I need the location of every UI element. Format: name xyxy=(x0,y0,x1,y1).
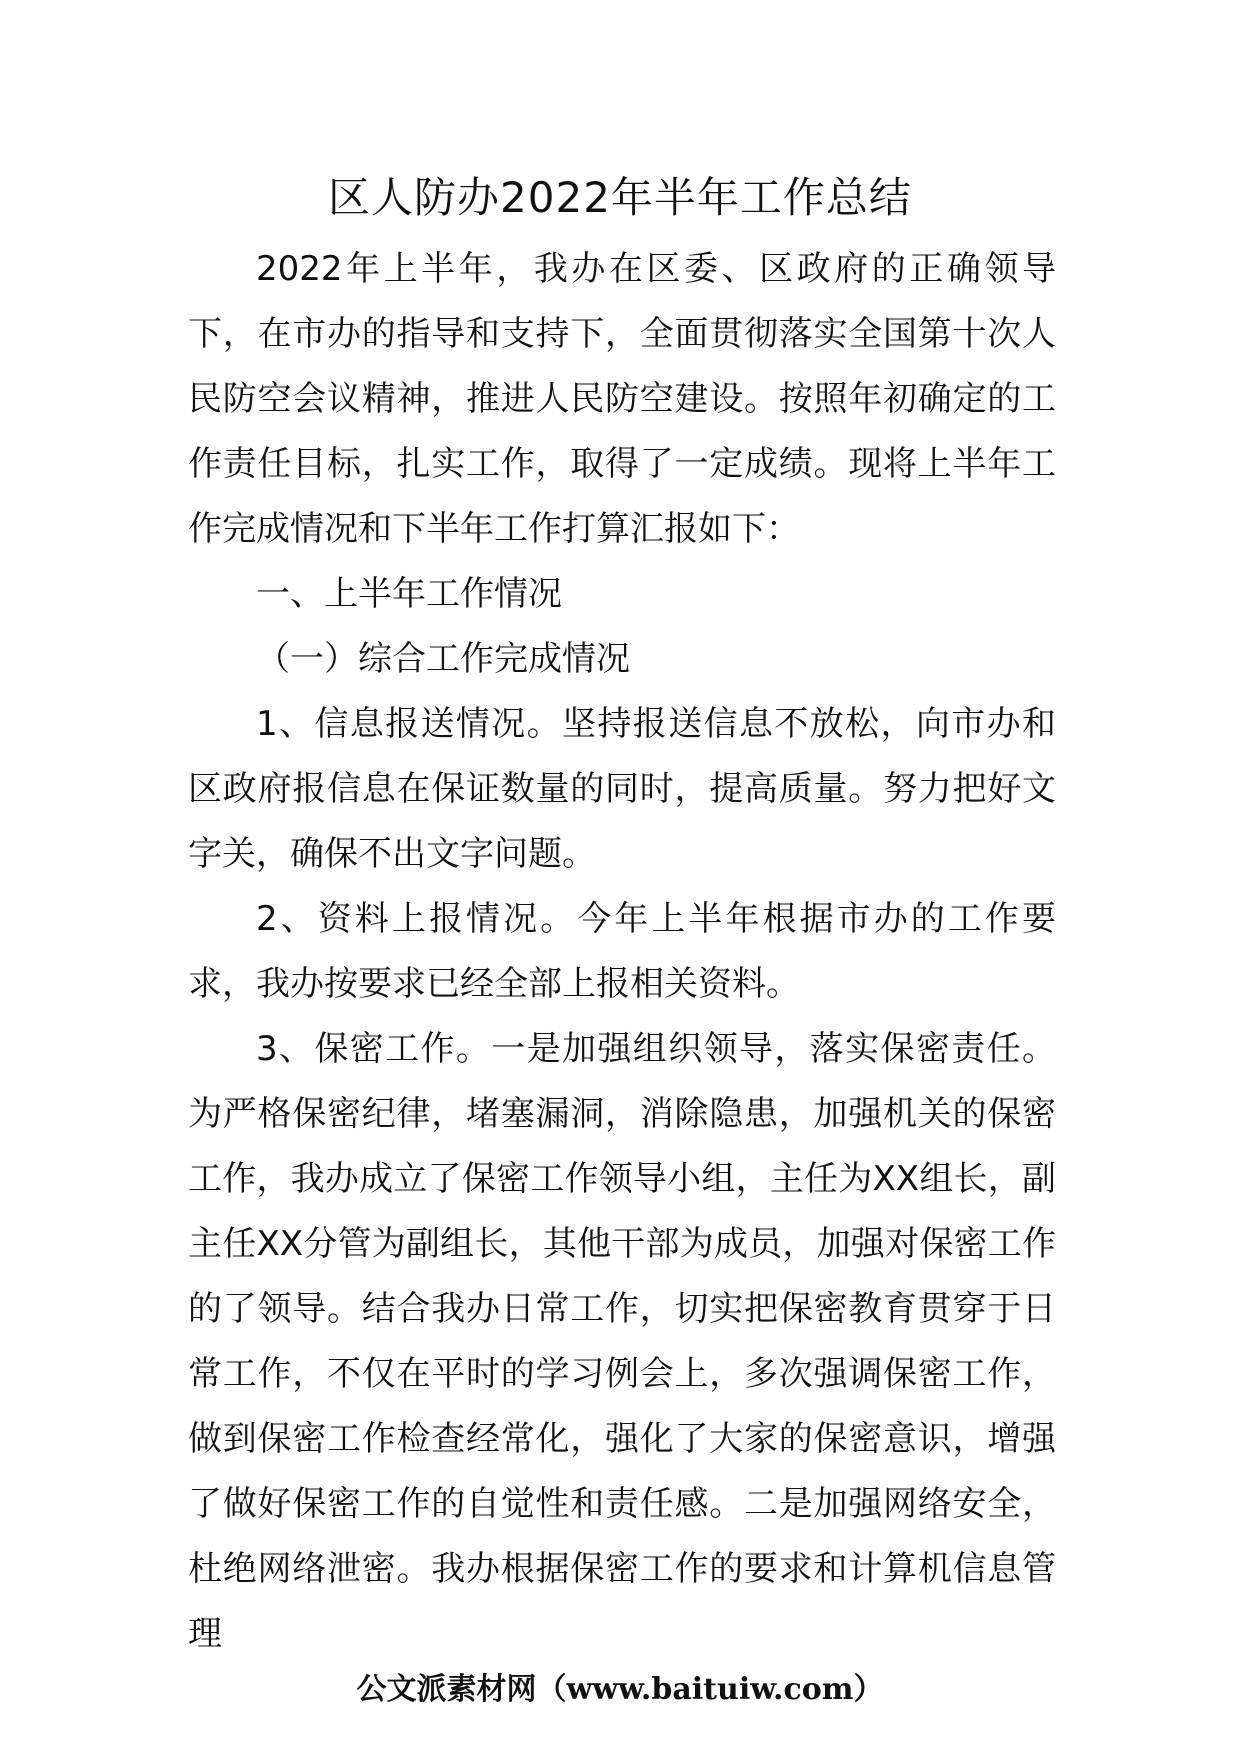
paragraph-item-1: 1、信息报送情况。坚持报送信息不放松，向市办和区政府报信息在保证数量的同时，提高质量。努力把好文字关，确保不出文字问题。 xyxy=(188,704,1056,874)
paragraph-item-3: 3、保密工作。一是加强组织领导，落实保密责任。为严格保密纪律，堵塞漏洞，消除隐患，加强机关的保密工作，我办成立了保密工作领导小组，主任为XX组长，副主任XX分管为副组长，其他干部为成员，加强对保密工作的了领导。结合我办日常工作，切实把保密教育贯穿于日常工作，不仅在平时的学习例会上，多次强调保密工作，做到保密工作检查经常化，强化了大家的保密意识，增强了做好保密工作的自觉性和责任感。二是加强网络安全，杜绝网络泄密。我办根据保密工作的要求和计算机信息管理 xyxy=(188,1029,1056,1654)
section-heading-1: 一、上半年工作情况 xyxy=(256,574,562,614)
paragraph-item-2: 2、资料上报情况。今年上半年根据市办的工作要求，我办按要求已经全部上报相关资料。 xyxy=(188,899,1056,1004)
paragraph-intro: 2022年上半年，我办在区委、区政府的正确领导下，在市办的指导和支持下，全面贯彻落实全国第十次人民防空会议精神，推进人民防空建设。按照年初确定的工作责任目标，扎实工作，取得了一定成绩。现将上半年工作完成情况和下半年工作打算汇报如下： xyxy=(188,249,1056,549)
document-body xyxy=(188,237,1056,1667)
subsection-heading-1: （一）综合工作完成情况 xyxy=(256,639,630,679)
footer-watermark: 公文派素材网（www.baituiw.com） xyxy=(356,1672,884,1707)
document-title: 区人防办2022年半年工作总结 xyxy=(328,173,912,222)
